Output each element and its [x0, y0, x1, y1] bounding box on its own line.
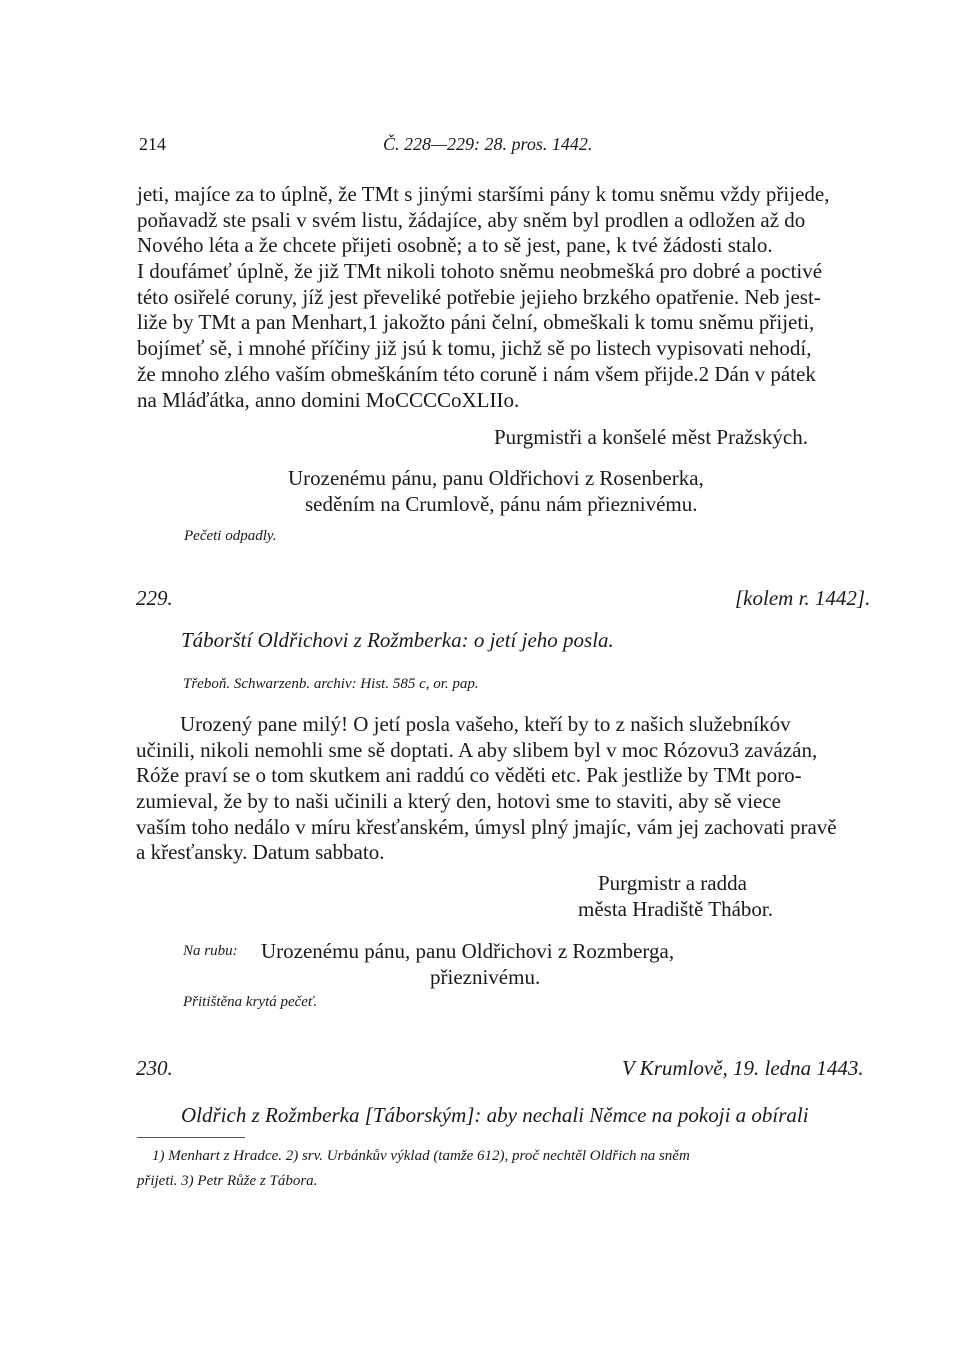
letter-228-signature: Purgmistři a konšelé měst Pražských. [494, 425, 808, 449]
footnote-line1: 1) Menhart z Hradce. 2) srv. Urbánkův výklad (tamže 612), proč nechtěl Oldřich na sněm [152, 1148, 690, 1164]
entry-229-date: [kolem r. 1442]. [735, 586, 871, 610]
text-line: na Mláďátka, anno domini MoCCCCoXLIIo. [137, 387, 520, 412]
entry-229-seal-note: Přitištěna krytá pečeť. [183, 994, 318, 1010]
entry-229-verso-label: Na rubu: [183, 943, 238, 959]
entry-229-signature-line1: Purgmistr a radda [598, 871, 747, 895]
letter-228-address-line2: seděním na Crumlově, pánu nám přieznivému. [305, 492, 698, 516]
letter-228-seal-note: Pečeti odpadly. [184, 528, 277, 544]
text-line: Róže praví se o tom skutkem ani raddú co věděti etc. Pak jestliže by TMt poro- [136, 763, 802, 788]
entry-229-verso-line2: přieznivému. [430, 965, 541, 989]
letter-228-body [137, 182, 879, 413]
text-line: I doufámeť úplně, že již TMt nikoli tohoto sněmu neobmešká pro dobré a poctivé [137, 259, 823, 284]
running-title: Č. 228—229: 28. pros. 1442. [383, 134, 593, 154]
text-line: této osiřelé coruny, jíž jest převeliké potřebie jejieho brzkého opatřenie. Neb jest- [137, 284, 821, 309]
entry-229-body [136, 712, 878, 866]
entry-229-title: Táborští Oldřichovi z Rožmberka: o jetí jeho posla. [181, 628, 614, 652]
entry-230-title: Oldřich z Rožmberka [Táborským]: aby nechali Němce na pokoji a obírali [181, 1103, 809, 1127]
text-line: že mnoho zlého vaším obmeškáním této coruně i nám všem přijde.2 Dán v pátek [137, 361, 816, 386]
text-line: jeti, majíce za to úplně, že TMt s jinými staršími pány k tomu sněmu vždy přijede, [137, 182, 830, 206]
entry-229-verso-line1: Urozenému pánu, panu Oldřichovi z Rozmberga, [261, 939, 675, 963]
entry-230-number: 230. [136, 1056, 173, 1080]
letter-228-address-line1: Urozenému pánu, panu Oldřichovi z Rosenberka, [288, 466, 704, 490]
text-line: vaším toho nedálo v míru křesťanském, úmysl plný jmajíc, vám jej zachovati pravě [136, 814, 837, 839]
footnote-line2: přijeti. 3) Petr Růže z Tábora. [137, 1173, 318, 1189]
text-line: liže by TMt a pan Menhart,1 jakožto páni čelní, obmeškali k tomu sněmu přijeti, [137, 310, 815, 335]
text-line: zumieval, že by to naši učinili a který den, hotovi sme to staviti, aby sě viece [136, 789, 781, 814]
entry-229-source: Třeboň. Schwarzenb. archiv: Hist. 585 c, or. pap. [183, 676, 479, 692]
text-line: a křesťansky. Datum sabbato. [136, 840, 385, 865]
text-line: Urozený pane milý! O jetí posla vašeho, kteří by to z našich služebníkóv [180, 712, 791, 736]
entry-229-number: 229. [136, 586, 173, 610]
text-line: poňavadž ste psali v svém listu, žádajíce, aby sněm byl prodlen a odložen až do [137, 207, 806, 232]
footnote-divider [137, 1137, 245, 1138]
entry-230-date: V Krumlově, 19. ledna 1443. [622, 1056, 864, 1080]
text-line: učinili, nikoli nemohli sme sě doptati. A aby slibem byl v moc Rózovu3 zavázán, [136, 737, 818, 762]
page-number: 214 [139, 134, 166, 154]
text-line: Nového léta a že chcete přijeti osobně; a to sě jest, pane, k tvé žádosti stalo. [137, 233, 773, 258]
text-line: bojímeť sě, i mnohé příčiny již jsú k tomu, jichž sě po listech vypisovati nehodí, [137, 336, 812, 361]
entry-229-signature-line2: města Hradiště Thábor. [578, 897, 773, 921]
